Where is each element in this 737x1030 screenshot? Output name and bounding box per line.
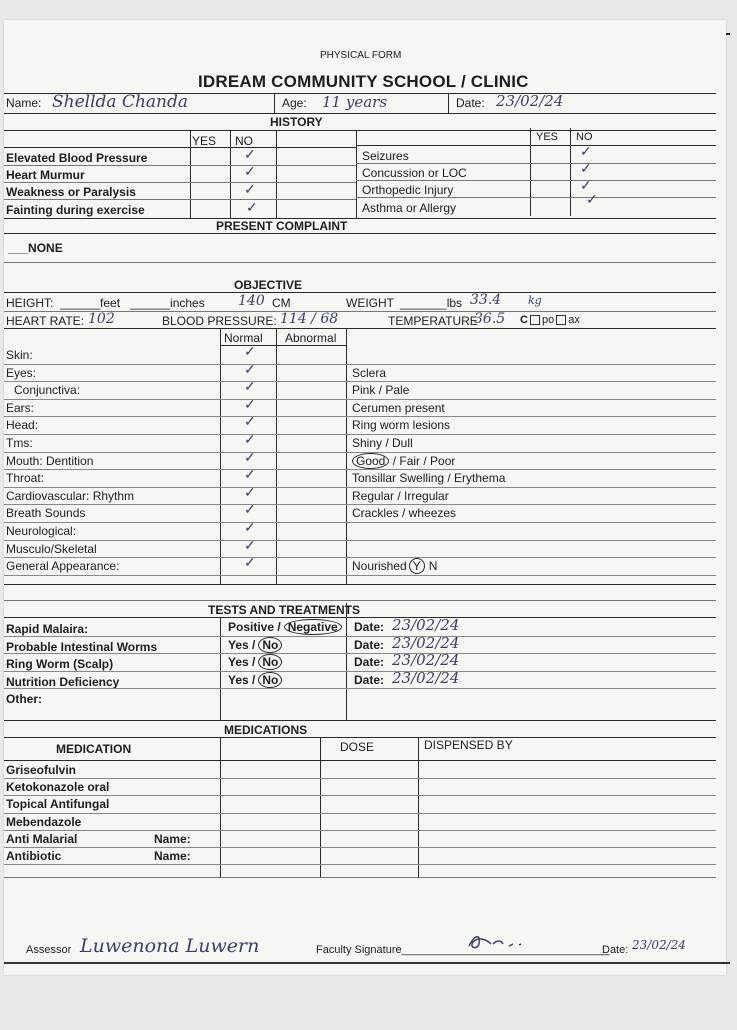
feet-label: feet <box>100 296 121 310</box>
medications-title: MEDICATIONS <box>224 723 308 737</box>
history-item: Elevated Blood Pressure <box>6 151 148 165</box>
blood-pressure-value[interactable]: 114 / 68 <box>280 311 339 327</box>
cm-label: CM <box>272 296 291 310</box>
rule <box>356 130 357 218</box>
test-item-label: Nutrition Deficiency <box>6 674 120 689</box>
rule <box>4 452 716 453</box>
exam-item-note: Cerumen present <box>352 400 445 415</box>
bottom-rule <box>4 962 730 964</box>
normal-header: Normal <box>224 331 263 345</box>
rule <box>4 487 716 488</box>
circled-option[interactable]: No <box>258 654 282 670</box>
rule <box>4 575 716 576</box>
test-date-value[interactable]: 23/02/24 <box>392 651 460 669</box>
exam-item-note: Crackles / wheezes <box>352 506 457 521</box>
medication-item: Topical Antifungal <box>6 797 110 812</box>
footer-date-value[interactable]: 23/02/24 <box>632 938 686 952</box>
rule <box>356 180 716 181</box>
note-rest: / Fair / Poor <box>389 453 456 468</box>
form-title: PHYSICAL FORM <box>320 50 402 61</box>
history-no-header-right: NO <box>576 131 593 143</box>
medication-item: Antibiotic <box>6 849 62 863</box>
test-item-label: Ring Worm (Scalp) <box>6 657 114 671</box>
rule <box>4 522 716 523</box>
exam-item-note: Shiny / Dull <box>352 436 413 450</box>
test-options <box>228 655 282 669</box>
checkmark-icon[interactable]: ✓ <box>244 483 256 500</box>
exam-item-note <box>352 559 437 573</box>
rule <box>4 847 716 848</box>
rule <box>4 671 716 672</box>
rule <box>4 636 716 637</box>
checkmark-icon[interactable]: ✓ <box>244 536 256 553</box>
checkmark-icon[interactable]: ✓ <box>244 431 256 447</box>
rule <box>220 345 347 346</box>
circled-option[interactable]: Negative <box>284 619 342 635</box>
rule <box>220 737 221 877</box>
history-item: Asthma or Allergy <box>362 201 457 215</box>
checkmark-icon[interactable]: ✓ <box>244 378 256 395</box>
rule <box>220 617 221 720</box>
exam-item-label: Conjunctiva: <box>14 383 81 398</box>
date-label: Date: <box>456 96 485 110</box>
po-checkbox[interactable] <box>530 315 540 325</box>
rule <box>4 830 716 831</box>
checkmark-icon[interactable]: ✓ <box>580 177 592 193</box>
exam-item-label: Head: <box>6 418 39 433</box>
history-item: Seizures <box>362 149 409 163</box>
rule <box>4 760 716 761</box>
circled-option[interactable]: No <box>258 637 282 653</box>
rule <box>4 364 716 365</box>
complaint-title: PRESENT COMPLAINT <box>216 219 348 233</box>
complaint-text: NONE <box>28 241 63 255</box>
history-item: Concussion or LOC <box>362 166 467 180</box>
checkmark-icon[interactable]: ✓ <box>244 146 256 162</box>
rule <box>4 795 716 796</box>
exam-item-label: Tms: <box>6 436 33 450</box>
rule <box>346 328 347 584</box>
ax-checkbox[interactable] <box>556 315 566 325</box>
rule <box>4 130 716 131</box>
test-date-label: Date: <box>354 655 385 669</box>
rule <box>346 603 347 720</box>
test-date-value[interactable]: 23/02/24 <box>392 668 460 687</box>
height-label: HEIGHT: <box>6 296 54 310</box>
rule <box>4 469 716 470</box>
tests-title: TESTS AND TREATMENTS <box>208 603 360 617</box>
rule <box>4 199 356 200</box>
history-yes-header-right: YES <box>536 131 559 143</box>
test-options <box>228 620 342 634</box>
rule <box>4 147 356 148</box>
exam-item-label: Ears: <box>6 400 35 415</box>
rule <box>276 328 277 584</box>
rule <box>230 130 231 218</box>
checkmark-icon[interactable]: ✓ <box>580 160 592 176</box>
date-value[interactable]: 23/02/24 <box>496 92 564 110</box>
history-title: HISTORY <box>270 115 323 129</box>
medication-col-header: MEDICATION <box>56 742 132 756</box>
test-options <box>228 638 282 652</box>
exam-item-label: Mouth: Dentition <box>6 453 94 468</box>
checkmark-icon[interactable]: ✓ <box>580 143 592 159</box>
temperature-units <box>520 314 580 326</box>
rule <box>274 93 275 113</box>
exam-item-label: Eyes: <box>6 365 37 380</box>
checkmark-icon[interactable]: ✓ <box>244 413 256 430</box>
exam-item-label: Neurological: <box>6 524 77 538</box>
rule <box>4 416 716 417</box>
kg-label: kg <box>528 294 542 307</box>
temperature-label: TEMPERATURE <box>388 314 478 328</box>
rule <box>4 778 716 779</box>
checkmark-icon[interactable]: ✓ <box>244 163 256 179</box>
test-option[interactable]: Yes / <box>228 672 256 687</box>
medication-name-label: Name: <box>154 849 191 863</box>
rule <box>356 145 716 146</box>
faculty-signature-label: Faculty Signature__________________________________ <box>316 944 610 956</box>
test-date-value[interactable]: 23/02/24 <box>392 633 460 652</box>
abnormal-header: Abnormal <box>285 331 337 345</box>
rule <box>4 737 716 738</box>
weight-label: WEIGHT <box>346 296 394 310</box>
medication-item: Ketokonazole oral <box>6 780 110 795</box>
po-label: po <box>541 314 555 326</box>
exam-item-note: Sclera <box>352 365 387 380</box>
test-date-label: Date: <box>354 672 385 687</box>
rule <box>4 292 716 293</box>
checkmark-icon[interactable]: ✓ <box>244 501 256 518</box>
lbs-field[interactable]: _______lbs <box>400 296 463 310</box>
rule <box>4 218 716 219</box>
checkmark-icon[interactable]: ✓ <box>244 554 256 571</box>
test-date-value[interactable]: 23/02/24 <box>392 616 460 634</box>
option-n[interactable]: N <box>428 559 438 574</box>
rule <box>4 434 716 435</box>
exam-item-note: Pink / Pale <box>352 383 410 398</box>
rule <box>4 399 716 400</box>
test-item-label: Probable Intestinal Worms <box>6 639 158 654</box>
dispensed-col-header: DISPENSED BY <box>424 738 513 752</box>
exam-item-label: Cardiovascular: Rhythm <box>6 488 135 503</box>
exam-item-note <box>352 454 455 468</box>
checkmark-icon[interactable]: ✓ <box>244 395 256 412</box>
rule <box>220 328 221 584</box>
rule <box>4 540 716 541</box>
note-label: Nourished <box>352 559 407 574</box>
feet-field[interactable]: ______feet <box>60 296 121 310</box>
rule <box>530 128 531 216</box>
test-item-label: Rapid Malaira: <box>6 622 89 636</box>
checkmark-icon[interactable]: ✓ <box>244 466 256 483</box>
rule <box>4 113 716 114</box>
exam-item-label: General Appearance: <box>6 559 120 574</box>
checkmark-icon[interactable]: ✓ <box>246 199 258 215</box>
assessor-label: Assessor <box>26 944 72 956</box>
history-yes-header: YES <box>192 134 217 148</box>
test-options <box>228 673 282 687</box>
rule <box>4 720 716 721</box>
rule <box>190 130 191 218</box>
test-date-label: Date: <box>354 620 385 634</box>
medication-item: Mebendazole <box>6 814 82 829</box>
test-option[interactable]: Positive / <box>228 620 281 634</box>
exam-item-label: Skin: <box>6 348 33 362</box>
rule <box>4 877 716 878</box>
history-item: Heart Murmur <box>6 168 85 182</box>
height-value[interactable]: 140 <box>238 293 265 309</box>
rule <box>4 182 356 183</box>
medication-item: Griseofulvin <box>6 763 77 777</box>
celsius-label: C <box>520 314 528 326</box>
exam-item-label: Breath Sounds <box>6 506 86 521</box>
age-label: Age: <box>282 96 307 110</box>
circled-option[interactable]: Good <box>352 453 389 469</box>
assessor-signature[interactable]: Luwenona Luwern <box>80 935 260 957</box>
rule <box>4 600 716 601</box>
name-label: Name: <box>6 96 42 110</box>
rule <box>570 128 571 216</box>
complaint-value: ___NONE <box>8 241 63 255</box>
exam-item-label: Throat: <box>6 471 45 486</box>
rule <box>448 93 449 113</box>
blood-pressure-label: BLOOD PRESSURE: <box>162 314 277 328</box>
rule <box>4 504 716 505</box>
history-no-header: NO <box>235 134 253 148</box>
rule <box>418 737 419 877</box>
rule <box>4 381 716 382</box>
rule <box>4 328 716 329</box>
checkmark-icon[interactable]: ✓ <box>244 360 256 377</box>
checkmark-icon[interactable]: ✓ <box>244 343 256 359</box>
checkmark-icon[interactable]: ✓ <box>244 181 256 197</box>
rule <box>4 653 716 654</box>
heart-rate-value[interactable]: 102 <box>88 311 115 327</box>
history-item: Weakness or Paralysis <box>6 185 136 199</box>
checkmark-icon[interactable]: ✓ <box>244 519 256 535</box>
rule <box>4 864 716 865</box>
rule <box>320 737 321 877</box>
weight-value[interactable]: 33.4 <box>470 292 502 308</box>
rule <box>276 130 277 218</box>
temperature-value[interactable]: 36.5 <box>474 311 506 327</box>
rule <box>4 584 716 585</box>
circled-option[interactable]: No <box>258 672 282 688</box>
medication-name-label: Name: <box>154 831 191 846</box>
school-name: IDREAM COMMUNITY SCHOOL / CLINIC <box>198 72 529 91</box>
inches-field[interactable]: ______inches <box>130 296 205 310</box>
rule <box>4 617 716 618</box>
heart-rate-label: HEART RATE: <box>6 314 85 328</box>
test-date-label: Date: <box>354 637 385 652</box>
history-item: Fainting during exercise <box>6 203 145 217</box>
exam-item-note: Regular / Irregular <box>352 488 449 503</box>
exam-item-note: Ring worm lesions <box>352 418 451 433</box>
dose-col-header: DOSE <box>340 740 375 754</box>
history-item: Orthopedic Injury <box>362 183 454 197</box>
circled-option[interactable]: Y <box>409 558 425 574</box>
rule <box>4 165 356 166</box>
exam-item-note: Tonsillar Swelling / Erythema <box>352 471 506 486</box>
checkmark-icon[interactable]: ✓ <box>586 191 598 207</box>
rule <box>356 163 716 164</box>
checkmark-icon[interactable]: ✓ <box>244 448 256 465</box>
inches-label: inches <box>170 296 205 310</box>
name-value[interactable]: Shellda Chanda <box>52 92 189 112</box>
lbs-label: lbs <box>446 296 463 310</box>
rule <box>4 262 716 263</box>
rule <box>4 233 716 234</box>
rule <box>356 197 716 198</box>
age-value[interactable]: 11 years <box>322 93 388 111</box>
footer-date-label: Date: <box>602 944 629 956</box>
faculty-label-text: Faculty Signature <box>316 944 402 956</box>
faculty-signature[interactable] <box>465 930 535 957</box>
test-option[interactable]: Yes / <box>228 655 256 669</box>
rule <box>4 813 716 814</box>
rule <box>4 688 716 689</box>
objective-title: OBJECTIVE <box>234 278 303 292</box>
exam-item-label: Musculo/Skeletal <box>6 541 97 556</box>
medication-item: Anti Malarial <box>6 831 78 846</box>
test-item-label: Other: <box>6 692 42 706</box>
ax-label: ax <box>568 314 580 326</box>
test-option[interactable]: Yes / <box>228 637 256 652</box>
